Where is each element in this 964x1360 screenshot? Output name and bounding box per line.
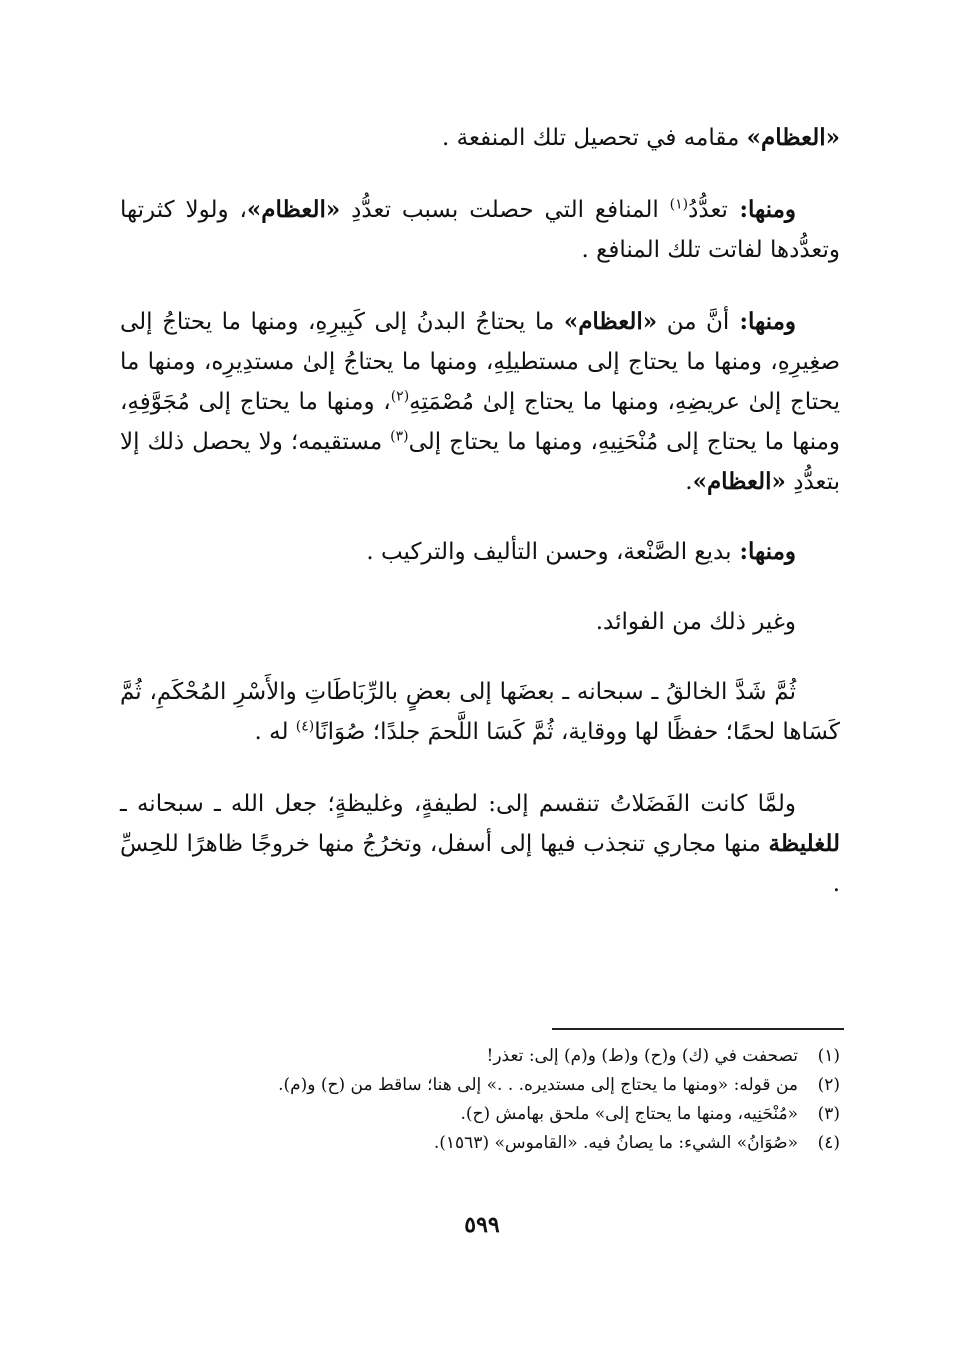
footnotes: [120, 1042, 840, 1158]
footnote-text: من قوله: «ومنها ما يحتاج إلى مستديره. . .» إلى هنا؛ ساقط من (ح) و(م).: [278, 1075, 798, 1095]
bold-term: «العظام»: [746, 124, 840, 151]
paragraph-text: ثُمَّ شَدَّ الخالقُ ـ سبحانه ـ بعضَها إلى بعضٍ بالرِّبَاطَاتِ والأَسْرِ المُحْكَمِ، ثُمَّ كَسَاها لحمًا؛ حفظًا لها ووقاية، ثُمَّ كَسَا اللَّحمَ جلدًا؛ صُوَانًا: [120, 679, 840, 745]
paragraph-text: .: [685, 469, 693, 495]
paragraph-text: بديع الصَّنْعة، وحسن التأليف والتركيب .: [366, 539, 732, 565]
paragraph-lead: ومنها:: [729, 308, 797, 335]
paragraph-1: [120, 118, 840, 158]
paragraph-text: له .: [254, 719, 296, 745]
footnote-text: «مُنْحَنِيه، ومنها ما يحتاج إلى» ملحق بهامش (ح).: [460, 1104, 798, 1124]
footnote-3: [120, 1100, 840, 1129]
footnote-marker-3[interactable]: (٣): [390, 428, 409, 445]
paragraph-text: مستقيمه؛ ولا يحصل ذلك إلا بتعدُّدِ: [120, 429, 840, 495]
paragraph-text: منها مجاري تنجذب فيها إلى أسفل، وتخرُجُ منها خروجًا ظاهرًا للحِسِّ .: [120, 831, 840, 897]
page-body: [120, 118, 840, 904]
paragraph-3: [120, 302, 840, 502]
bold-term: للغليظة: [768, 830, 840, 857]
paragraph-text: ولمَّا كانت الفَضَلاتُ تنقسم إلى: لطيفةٍ، وغليظةٍ؛ جعل الله ـ سبحانه ـ: [120, 791, 796, 817]
footnote-1: [120, 1042, 840, 1071]
paragraph-7: [120, 784, 840, 904]
paragraph-2: [120, 190, 840, 270]
paragraph-lead: ومنها:: [727, 196, 796, 223]
paragraph-5: [120, 602, 840, 642]
footnote-marker-4[interactable]: (٤): [295, 718, 315, 735]
footnote-2: [120, 1071, 840, 1100]
footnote-marker-2[interactable]: (٢): [390, 388, 410, 405]
bold-term: «العظام»: [246, 196, 341, 223]
footnote-number: (١): [817, 1046, 840, 1066]
page-number: ٥٩٩: [464, 1212, 500, 1238]
paragraph-text: ، ومنها ما يحتاج إلى مُجَوَّفِهِ، ومنها ما يحتاج إلى مُنْحَنِيهِ، ومنها ما يحتاج إلى: [120, 389, 841, 455]
paragraph-text: ما يحتاجُ البدنُ إلى كَبِيرِهِ، ومنها ما يحتاجُ إلى صغِيرِهِ، ومنها ما يحتاج إلى مستطيلِهِ، ومنها ما يحتاجُ إلىٰ مستدِيرِه، ومنها ما يحتاج إلىٰ عريضِهِ، ومنها ما يحتاج إلىٰ مُصْمَتِهِ: [120, 309, 840, 415]
paragraph-lead: ومنها:: [731, 538, 796, 565]
paragraph-text: وغير ذلك من الفوائد.: [595, 609, 796, 635]
paragraph-text: تعدُّدُ: [688, 197, 728, 223]
paragraph-text: ، ولولا كثرتها وتعدُّدها لفاتت تلك المنافع .: [120, 197, 840, 263]
footnote-separator: [552, 1028, 844, 1030]
footnote-4: [120, 1129, 840, 1158]
footnote-text: تصحفت في (ك) و(ح) و(ط) و(م) إلى: تعذر!: [486, 1046, 798, 1066]
footnote-text: «صُوَانُ» الشيء: ما يصانُ فيه. «القاموس» (١٥٦٣).: [433, 1133, 798, 1153]
paragraph-4: [120, 532, 840, 572]
paragraph-text: المنافع التي حصلت بسبب تعدُّدِ: [340, 197, 670, 223]
paragraph-text: أنَّ من: [657, 309, 730, 335]
footnote-marker-1[interactable]: (١): [669, 196, 689, 213]
bold-term: «العظام»: [563, 308, 658, 335]
footnote-number: (٢): [817, 1075, 840, 1095]
bold-term: «العظام»: [692, 468, 786, 495]
paragraph-6: [120, 672, 840, 752]
footnote-number: (٤): [817, 1133, 840, 1153]
paragraph-text: مقامه في تحصيل تلك المنفعة .: [442, 125, 747, 151]
footnote-number: (٣): [817, 1104, 840, 1124]
